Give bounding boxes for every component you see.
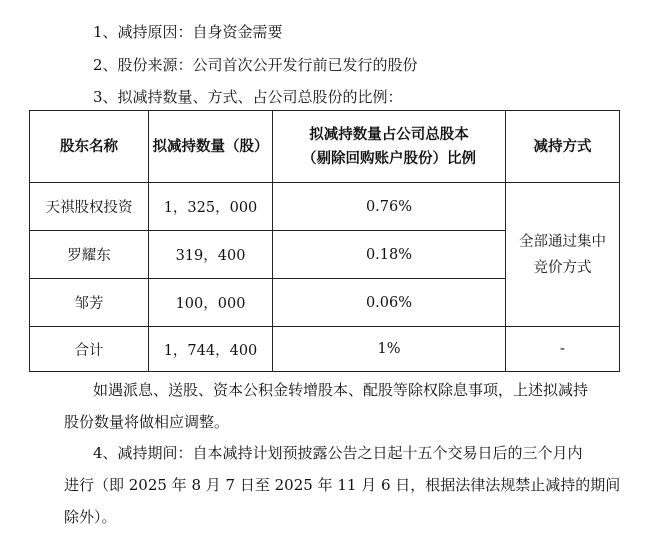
item-reduction-plan-heading: 3、拟减持数量、方式、占公司总股份的比例： [93,88,403,106]
item-reason: 1、减持原因：自身资金需要 [93,23,283,41]
table-total-row [30,327,620,372]
total-quantity: 1，744，400 [149,327,273,372]
total-label: 合计 [30,327,149,372]
table-row [30,183,620,231]
shareholder-name: 罗耀东 [30,231,149,279]
reduction-ratio: 0.18% [273,231,506,279]
header-ratio-line2: （剔除回购账户股份）比例 [302,149,476,167]
header-ratio-line1: 拟减持数量占公司总股本 [309,125,469,143]
shareholder-name: 天祺股权投资 [30,183,149,231]
reduction-quantity: 319，400 [149,231,273,279]
adjustment-note-line1: 如遇派息、送股、资本公积金转增股本、配股等除权除息事项，上述拟减持 [93,381,589,399]
total-ratio: 1% [273,327,506,372]
table-header-row [30,111,620,183]
shareholder-name: 邹芳 [30,279,149,327]
reduction-quantity: 1，325，000 [149,183,273,231]
item-reduction-period-line3: 除外）。 [64,508,117,526]
item-reduction-period-line2: 进行（即 2025 年 8 月 7 日至 2025 年 11 月 6 日，根据法律法规禁止减持的期间 [64,476,621,494]
total-method: - [506,327,620,372]
reduction-method [506,183,620,327]
header-quantity: 拟减持数量（股） [149,111,273,183]
header-shareholder: 股东名称 [30,111,149,183]
item-reduction-period-line1: 4、减持期间：自本减持计划预披露公告之日起十五个交易日后的三个月内 [93,444,583,462]
header-ratio [273,111,506,183]
reduction-quantity: 100，000 [149,279,273,327]
item-share-source: 2、股份来源：公司首次公开发行前已发行的股份 [93,56,418,74]
method-line2: 竞价方式 [533,259,592,276]
method-line1: 全部通过集中 [519,233,606,250]
reduction-table [29,110,620,372]
reduction-ratio: 0.76% [273,183,506,231]
header-method: 减持方式 [506,111,620,183]
reduction-ratio: 0.06% [273,279,506,327]
adjustment-note-line2: 股份数量将做相应调整。 [64,413,230,431]
